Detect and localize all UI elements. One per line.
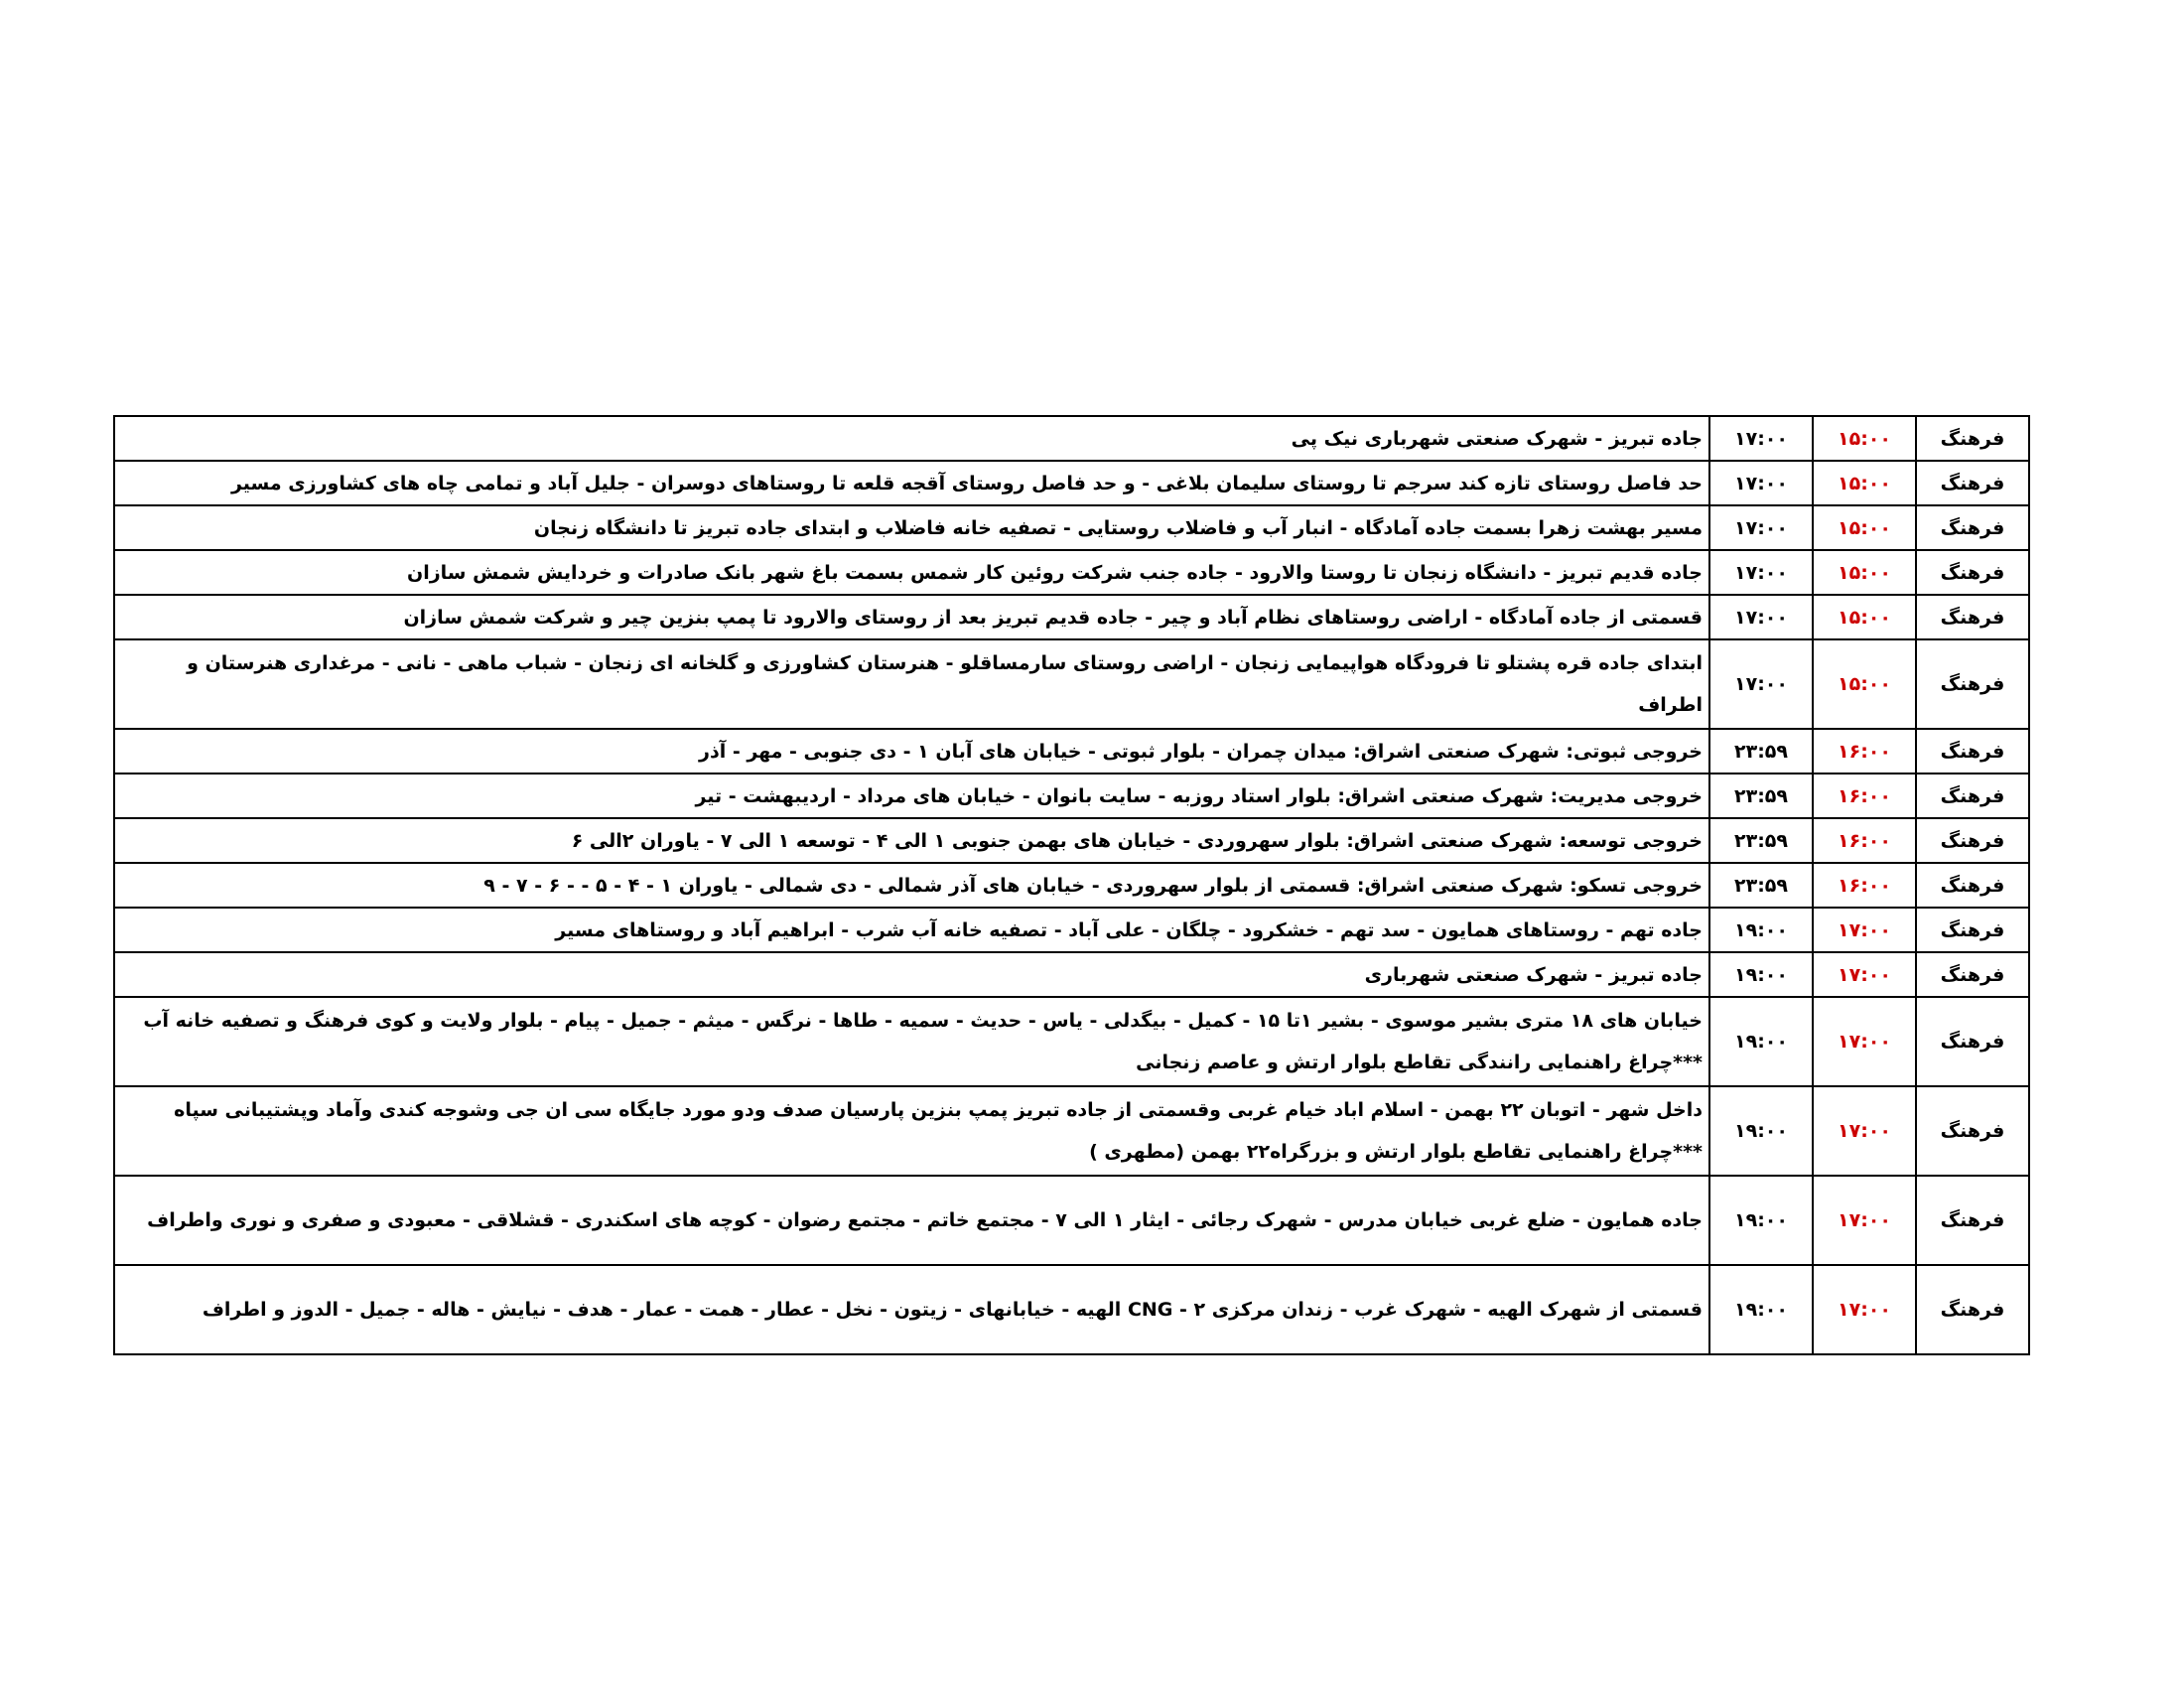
table-row bbox=[114, 461, 2029, 505]
start-time-cell: ۱۶:۰۰ bbox=[1813, 818, 1916, 863]
end-time-cell: ۱۷:۰۰ bbox=[1709, 416, 1813, 461]
table-row bbox=[114, 639, 2029, 729]
city-cell: فرهنگ bbox=[1916, 461, 2029, 505]
outage-schedule-table bbox=[113, 415, 2030, 1355]
table-row bbox=[114, 550, 2029, 595]
city-cell: فرهنگ bbox=[1916, 505, 2029, 550]
table-row bbox=[114, 908, 2029, 952]
end-time-cell: ۲۳:۵۹ bbox=[1709, 774, 1813, 818]
area-cell: جاده تهم - روستاهای همایون - سد تهم - خشکرود - چلگان - علی آباد - تصفیه خانه آب شرب - ابراهیم آباد و روستاهای مسیر bbox=[114, 908, 1709, 952]
start-time-cell: ۱۷:۰۰ bbox=[1813, 908, 1916, 952]
start-time-cell: ۱۵:۰۰ bbox=[1813, 416, 1916, 461]
city-cell: فرهنگ bbox=[1916, 595, 2029, 639]
end-time-cell: ۲۳:۵۹ bbox=[1709, 863, 1813, 908]
area-cell: قسمتی از جاده آمادگاه - اراضی روستاهای نظام آباد و چیر - جاده قدیم تبریز بعد از روستای والارود تا پمپ بنزین چیر و شرکت شمش سازان bbox=[114, 595, 1709, 639]
end-time-cell: ۱۷:۰۰ bbox=[1709, 595, 1813, 639]
start-time-cell: ۱۷:۰۰ bbox=[1813, 1265, 1916, 1354]
city-cell: فرهنگ bbox=[1916, 952, 2029, 997]
end-time-cell: ۱۷:۰۰ bbox=[1709, 461, 1813, 505]
area-cell: جاده تبریز - شهرک صنعتی شهرباری bbox=[114, 952, 1709, 997]
city-cell: فرهنگ bbox=[1916, 639, 2029, 729]
table-row bbox=[114, 1086, 2029, 1176]
table-row bbox=[114, 774, 2029, 818]
area-cell: مسیر بهشت زهرا بسمت جاده آمادگاه - انبار آب و فاضلاب روستایی - تصفیه خانه فاضلاب و ابتدای جاده تبریز تا دانشگاه زنجان bbox=[114, 505, 1709, 550]
city-cell: فرهنگ bbox=[1916, 1176, 2029, 1265]
end-time-cell: ۱۷:۰۰ bbox=[1709, 550, 1813, 595]
table-row bbox=[114, 1265, 2029, 1354]
start-time-cell: ۱۷:۰۰ bbox=[1813, 952, 1916, 997]
table-row bbox=[114, 1176, 2029, 1265]
area-cell: جاده همایون - ضلع غربی خیابان مدرس - شهرک رجائی - ایثار ۱ الی ۷ - مجتمع خاتم - مجتمع رضوان - کوچه های اسکندری - قشلاقی - معبودی و صفری و نوری واطراف bbox=[114, 1176, 1709, 1265]
area-cell: خروجی ثبوتی: شهرک صنعتی اشراق: میدان چمران - بلوار ثبوتی - خیابان های آبان ۱ - دی جنوبی - مهر - آذر bbox=[114, 729, 1709, 774]
area-cell: قسمتی از شهرک الهیه - شهرک غرب - زندان مرکزی ۲ - CNG الهیه - خیابانهای - زیتون - نخل - عطار - همت - عمار - هدف - نیایش - هاله - جمیل - الدوز و اطراف bbox=[114, 1265, 1709, 1354]
schedule-body bbox=[114, 416, 2029, 1354]
area-cell: جاده تبریز - شهرک صنعتی شهرباری نیک پی bbox=[114, 416, 1709, 461]
end-time-cell: ۱۷:۰۰ bbox=[1709, 505, 1813, 550]
start-time-cell: ۱۶:۰۰ bbox=[1813, 774, 1916, 818]
city-cell: فرهنگ bbox=[1916, 1086, 2029, 1176]
start-time-cell: ۱۶:۰۰ bbox=[1813, 729, 1916, 774]
end-time-cell: ۱۷:۰۰ bbox=[1709, 639, 1813, 729]
city-cell: فرهنگ bbox=[1916, 863, 2029, 908]
city-cell: فرهنگ bbox=[1916, 729, 2029, 774]
table-row bbox=[114, 863, 2029, 908]
city-cell: فرهنگ bbox=[1916, 1265, 2029, 1354]
end-time-cell: ۲۳:۵۹ bbox=[1709, 818, 1813, 863]
city-cell: فرهنگ bbox=[1916, 997, 2029, 1086]
table-row bbox=[114, 505, 2029, 550]
table-row bbox=[114, 997, 2029, 1086]
city-cell: فرهنگ bbox=[1916, 774, 2029, 818]
start-time-cell: ۱۶:۰۰ bbox=[1813, 863, 1916, 908]
end-time-cell: ۱۹:۰۰ bbox=[1709, 1265, 1813, 1354]
end-time-cell: ۱۹:۰۰ bbox=[1709, 908, 1813, 952]
area-cell: خروجی تسکو: شهرک صنعتی اشراق: قسمتی از بلوار سهروردی - خیابان های آذر شمالی - دی شمالی - یاوران ۱ - ۴ - ۵ - - ۶ - ۷ - ۹ bbox=[114, 863, 1709, 908]
table-row bbox=[114, 818, 2029, 863]
start-time-cell: ۱۵:۰۰ bbox=[1813, 595, 1916, 639]
table-row bbox=[114, 416, 2029, 461]
start-time-cell: ۱۵:۰۰ bbox=[1813, 639, 1916, 729]
area-cell: خروجی مدیریت: شهرک صنعتی اشراق: بلوار استاد روزبه - سایت بانوان - خیابان های مرداد - اردیبهشت - تیر bbox=[114, 774, 1709, 818]
start-time-cell: ۱۵:۰۰ bbox=[1813, 461, 1916, 505]
end-time-cell: ۱۹:۰۰ bbox=[1709, 997, 1813, 1086]
start-time-cell: ۱۵:۰۰ bbox=[1813, 550, 1916, 595]
city-cell: فرهنگ bbox=[1916, 550, 2029, 595]
end-time-cell: ۲۳:۵۹ bbox=[1709, 729, 1813, 774]
table-row bbox=[114, 952, 2029, 997]
table-row bbox=[114, 595, 2029, 639]
start-time-cell: ۱۷:۰۰ bbox=[1813, 997, 1916, 1086]
city-cell: فرهنگ bbox=[1916, 818, 2029, 863]
start-time-cell: ۱۷:۰۰ bbox=[1813, 1086, 1916, 1176]
start-time-cell: ۱۵:۰۰ bbox=[1813, 505, 1916, 550]
end-time-cell: ۱۹:۰۰ bbox=[1709, 1176, 1813, 1265]
end-time-cell: ۱۹:۰۰ bbox=[1709, 1086, 1813, 1176]
area-cell: داخل شهر - اتوبان ۲۲ بهمن - اسلام اباد خیام غربی وقسمتی از جاده تبریز پمپ بنزین پارسیان صدف ودو مورد جایگاه سی ان جی وشوجه کندی وآماد وپشتیبانی سپاه ***چراغ راهنمایی تقاطع بلوار ارتش و بزرگراه۲۲ بهمن (مطهری ) bbox=[114, 1086, 1709, 1176]
area-cell: ابتدای جاده قره پشتلو تا فرودگاه هواپیمایی زنجان - اراضی روستای سارمساقلو - هنرستان کشاورزی و گلخانه ای زنجان - شباب ماهی - نانی - مرغداری هنرستان و اطراف bbox=[114, 639, 1709, 729]
start-time-cell: ۱۷:۰۰ bbox=[1813, 1176, 1916, 1265]
city-cell: فرهنگ bbox=[1916, 908, 2029, 952]
area-cell: خیابان های ۱۸ متری بشیر موسوی - بشیر ۱تا ۱۵ - کمیل - بیگدلی - یاس - حدیث - سمیه - طاها - نرگس - میثم - جمیل - پیام - بلوار ولایت و کوی فرهنگ و تصفیه خانه آب ***چراغ راهنمایی رانندگی تقاطع بلوار ارتش و عاصم زنجانی bbox=[114, 997, 1709, 1086]
area-cell: خروجی توسعه: شهرک صنعتی اشراق: بلوار سهروردی - خیابان های بهمن جنوبی ۱ الی ۴ - توسعه ۱ الی ۷ - یاوران ۲الی ۶ bbox=[114, 818, 1709, 863]
table-row bbox=[114, 729, 2029, 774]
end-time-cell: ۱۹:۰۰ bbox=[1709, 952, 1813, 997]
city-cell: فرهنگ bbox=[1916, 416, 2029, 461]
area-cell: حد فاصل روستای تازه کند سرجم تا روستای سلیمان بلاغی - و حد فاصل روستای آقجه قلعه تا روستاهای دوسران - جلیل آباد و تمامی چاه های کشاورزی مسیر bbox=[114, 461, 1709, 505]
area-cell: جاده قدیم تبریز - دانشگاه زنجان تا روستا والارود - جاده جنب شرکت روئین کار شمس بسمت باغ شهر بانک صادرات و خردایش شمش سازان bbox=[114, 550, 1709, 595]
